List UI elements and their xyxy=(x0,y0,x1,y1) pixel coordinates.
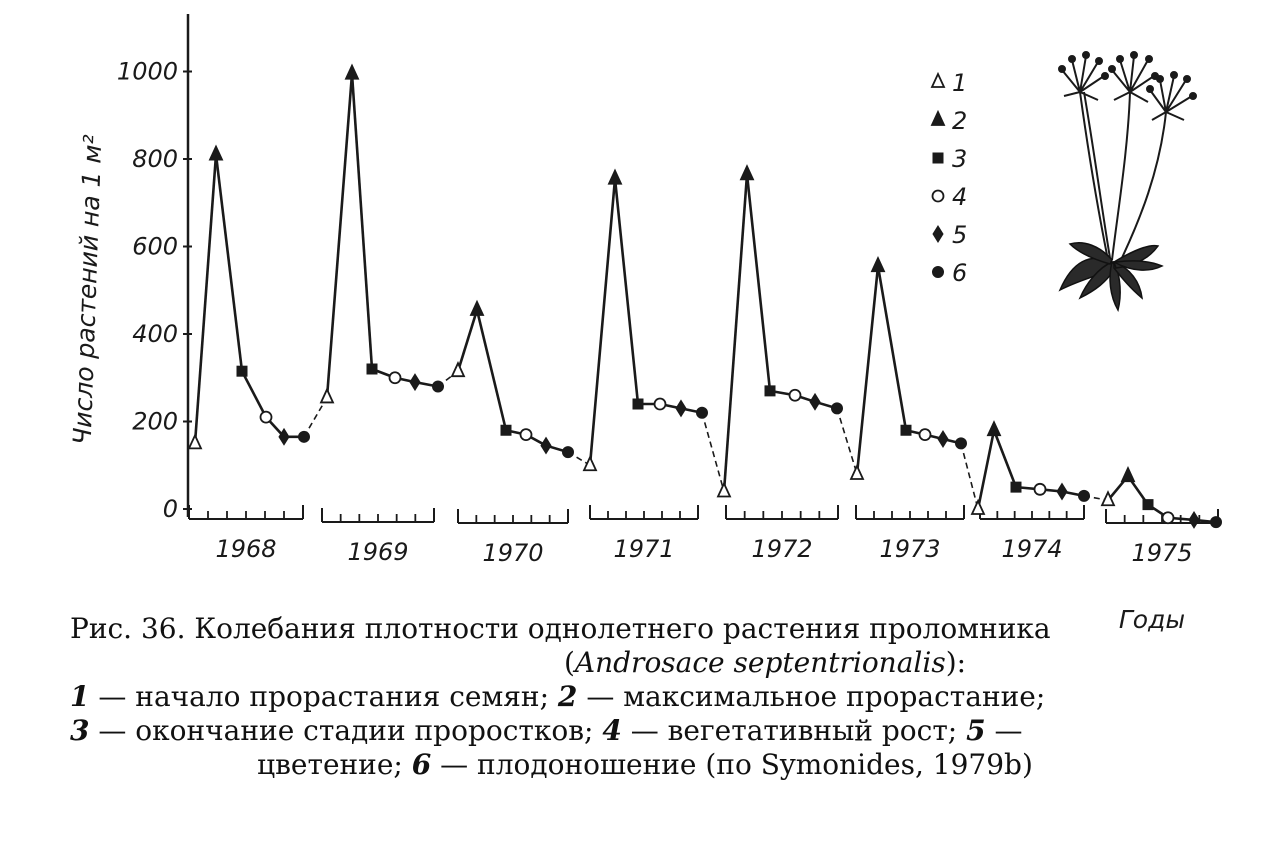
item-text: цветение; xyxy=(257,748,403,781)
y-tick-label: 800 xyxy=(132,145,178,173)
caption-prefix: Рис. 36. xyxy=(70,612,186,645)
series-segment xyxy=(857,266,878,474)
data-point-1974-stage-3 xyxy=(1011,482,1021,492)
data-point-1975-stage-5 xyxy=(1189,512,1199,528)
data-point-1968-stage-1 xyxy=(189,435,201,448)
data-point-1972-stage-4 xyxy=(790,390,801,401)
year-label-1969: 1969 xyxy=(347,538,409,566)
year-label-1968: 1968 xyxy=(215,535,277,563)
legend-label-1: 1 xyxy=(952,69,968,97)
year-label-1973: 1973 xyxy=(879,535,941,563)
dash: — xyxy=(630,714,659,747)
umbel-left xyxy=(1059,52,1108,100)
data-point-1970-stage-1 xyxy=(452,363,464,376)
item-number: 2 xyxy=(557,680,578,713)
item-text: окончание стадии проростков; xyxy=(135,714,594,747)
item-number: 6 xyxy=(411,748,432,781)
data-point-1969-stage-2 xyxy=(346,66,358,79)
legend-symbol-6 xyxy=(933,267,944,278)
item-number: 1 xyxy=(70,680,90,713)
item-text: плодоношение (по Symonides, 1979b) xyxy=(477,748,1033,781)
item-text: начало прорастания семян; xyxy=(135,680,550,713)
series-segment xyxy=(590,179,615,466)
legend xyxy=(932,69,967,287)
data-point-1968-stage-6 xyxy=(299,431,310,442)
dash: — xyxy=(586,680,615,713)
data-point-1970-stage-2 xyxy=(471,302,483,315)
data-point-1971-stage-5 xyxy=(676,400,686,416)
series-lines xyxy=(195,74,1216,522)
dash: — xyxy=(440,748,469,781)
caption-latin-name: Androsace septentrionalis xyxy=(574,646,946,679)
data-point-1974-stage-2 xyxy=(988,422,1000,435)
series-segment xyxy=(458,310,477,371)
latin-close: ): xyxy=(945,646,967,679)
item-number: 4 xyxy=(602,714,622,747)
axes xyxy=(68,14,1218,634)
data-point-1968-stage-3 xyxy=(237,366,247,376)
data-point-1969-stage-4 xyxy=(390,372,401,383)
caption-line-1 xyxy=(60,612,1230,646)
legend-label-5: 5 xyxy=(952,221,968,249)
data-point-1973-stage-4 xyxy=(920,429,931,440)
data-point-1975-stage-4 xyxy=(1163,512,1174,523)
y-tick-label: 400 xyxy=(132,320,178,348)
dash: — xyxy=(994,714,1023,747)
series-segment xyxy=(216,155,242,372)
series-segment xyxy=(878,266,906,430)
data-point-1969-stage-5 xyxy=(410,374,420,390)
data-point-1975-stage-3 xyxy=(1143,500,1153,510)
data-point-1969-stage-6 xyxy=(433,381,444,392)
legend-symbol-3 xyxy=(933,153,943,163)
year-label-1971: 1971 xyxy=(613,535,675,563)
item-number: 3 xyxy=(70,714,90,747)
dash: — xyxy=(98,714,127,747)
y-tick-label: 0 xyxy=(162,495,178,523)
leaf-rosette xyxy=(1060,243,1162,310)
data-point-1971-stage-3 xyxy=(633,399,643,409)
data-point-1975-stage-6 xyxy=(1211,517,1222,528)
legend-symbol-2 xyxy=(932,112,944,125)
data-point-1973-stage-1 xyxy=(851,466,863,479)
latin-open: ( xyxy=(563,646,575,679)
series-segment xyxy=(702,413,724,492)
caption-line-5 xyxy=(60,748,1230,782)
data-point-1973-stage-5 xyxy=(938,431,948,447)
data-point-1969-stage-1 xyxy=(321,389,333,402)
series-segment xyxy=(978,430,994,509)
series-segment xyxy=(195,155,216,444)
legend-label-3: 3 xyxy=(952,145,968,173)
data-point-1968-stage-2 xyxy=(210,147,222,160)
series-segment xyxy=(837,408,857,474)
item-text: вегетативный рост; xyxy=(667,714,958,747)
data-point-1972-stage-6 xyxy=(832,403,843,414)
caption-title: Колебания плотности однолетнего растения проломника xyxy=(194,612,1051,645)
legend-label-4: 4 xyxy=(952,183,968,211)
data-point-1971-stage-1 xyxy=(584,457,596,470)
data-point-1972-stage-2 xyxy=(741,166,753,179)
data-point-1974-stage-6 xyxy=(1079,490,1090,501)
caption-line-4 xyxy=(60,714,1230,748)
y-axis-title: Число растений на 1 м² xyxy=(67,134,108,446)
androsace-plant-illustration xyxy=(1059,52,1196,310)
data-point-1970-stage-6 xyxy=(563,447,574,458)
data-points xyxy=(189,66,1222,528)
x-axis-title: Годы xyxy=(1118,605,1186,634)
series-segment xyxy=(477,310,506,430)
data-point-1971-stage-4 xyxy=(655,399,666,410)
data-point-1972-stage-5 xyxy=(810,394,820,410)
series-segment xyxy=(352,74,372,369)
item-text: максимальное прорастание; xyxy=(623,680,1046,713)
legend-symbol-1 xyxy=(932,74,944,87)
dash: — xyxy=(98,680,127,713)
umbel-middle xyxy=(1109,52,1158,102)
data-point-1970-stage-3 xyxy=(501,425,511,435)
data-point-1975-stage-2 xyxy=(1122,468,1134,481)
figure-caption xyxy=(60,612,1230,782)
series-segment xyxy=(242,371,266,417)
data-point-1974-stage-4 xyxy=(1035,484,1046,495)
year-label-1975: 1975 xyxy=(1131,539,1193,567)
series-segment xyxy=(304,397,327,436)
legend-symbol-5 xyxy=(933,226,943,242)
y-tick-label: 1000 xyxy=(116,57,178,86)
data-point-1969-stage-3 xyxy=(367,364,377,374)
data-point-1974-stage-5 xyxy=(1057,484,1067,500)
series-segment xyxy=(327,74,352,398)
data-point-1971-stage-6 xyxy=(697,407,708,418)
data-point-1974-stage-1 xyxy=(972,501,984,514)
legend-symbol-4 xyxy=(933,191,944,202)
series-segment xyxy=(994,430,1016,487)
legend-label-2: 2 xyxy=(952,107,968,135)
data-point-1972-stage-1 xyxy=(718,484,730,497)
data-point-1970-stage-4 xyxy=(521,429,532,440)
data-point-1971-stage-2 xyxy=(609,171,621,184)
data-point-1972-stage-3 xyxy=(765,386,775,396)
series-segment xyxy=(724,174,747,491)
series-segment xyxy=(747,174,770,391)
series-segment xyxy=(961,443,978,509)
year-label-1972: 1972 xyxy=(751,535,813,563)
series-segment xyxy=(615,179,638,404)
data-point-1973-stage-2 xyxy=(872,258,884,271)
caption-line-3 xyxy=(60,680,1230,714)
legend-label-6: 6 xyxy=(952,259,968,287)
year-label-1974: 1974 xyxy=(1001,535,1063,563)
y-tick-label: 200 xyxy=(132,407,178,436)
y-tick-label: 600 xyxy=(132,232,178,261)
item-number: 5 xyxy=(966,714,986,747)
year-label-1970: 1970 xyxy=(482,539,544,567)
data-point-1970-stage-5 xyxy=(541,438,551,454)
data-point-1973-stage-6 xyxy=(956,438,967,449)
data-point-1968-stage-4 xyxy=(261,412,272,423)
data-point-1973-stage-3 xyxy=(901,425,911,435)
caption-line-2 xyxy=(60,646,1230,680)
